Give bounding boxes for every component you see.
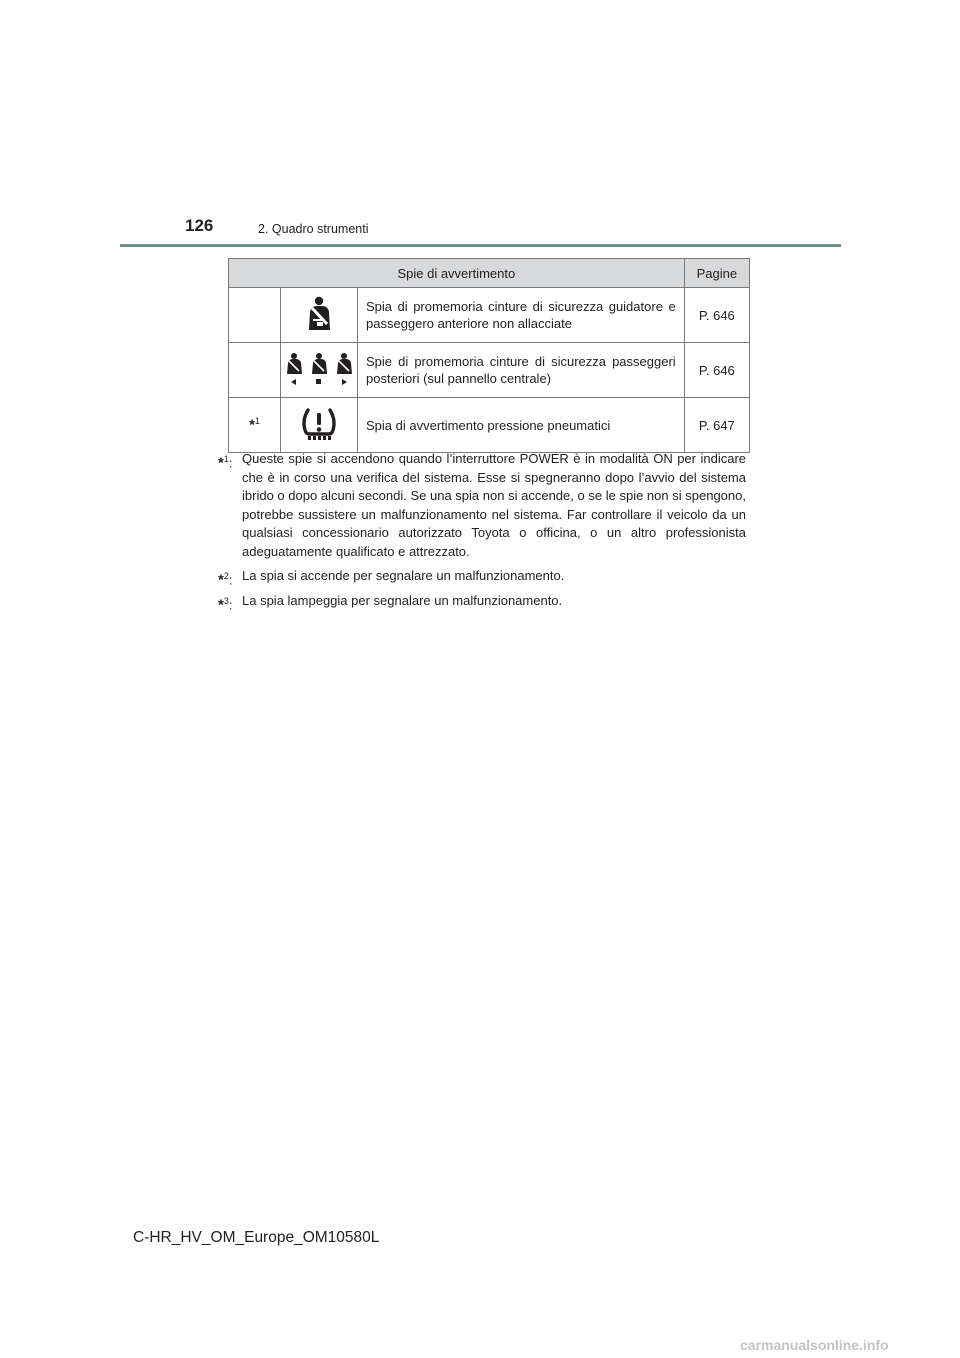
tire-pressure-warning-icon bbox=[299, 430, 339, 445]
watermark: carmanualsonline.info bbox=[740, 1337, 889, 1353]
section-title: 2. Quadro strumenti bbox=[258, 222, 369, 236]
row-description: Spie di promemoria cinture di sicurezza passeggeri posteriori (sul pannello centrale) bbox=[358, 343, 685, 398]
footnotes bbox=[218, 450, 746, 616]
seatbelt-reminder-icon bbox=[302, 320, 336, 335]
row-marker bbox=[229, 288, 281, 343]
footnote-text: La spia lampeggia per segnalare un malfunzionamento. bbox=[242, 592, 563, 608]
footnote-text: La spia si accende per segnalare un malfunzionamento. bbox=[242, 568, 565, 583]
page-number: 126 bbox=[185, 216, 214, 235]
col-pages: Pagine bbox=[684, 259, 749, 288]
table-row bbox=[229, 398, 750, 453]
row-page: P. 646 bbox=[684, 288, 749, 343]
row-description: Spia di avvertimento pressione pneumatici bbox=[358, 398, 685, 453]
col-warning-lights: Spie di avvertimento bbox=[229, 259, 685, 288]
rear-seatbelt-reminder-icon bbox=[282, 374, 356, 389]
table-header-row bbox=[229, 259, 750, 288]
row-marker bbox=[229, 343, 281, 398]
table-row bbox=[229, 288, 750, 343]
row-description: Spia di promemoria cinture di sicurezza guidatore e passeggero anteriore non allacciate bbox=[358, 288, 685, 343]
row-page: P. 647 bbox=[684, 398, 749, 453]
row-page: P. 646 bbox=[684, 343, 749, 398]
header-rule bbox=[120, 244, 841, 247]
warning-lights-table bbox=[228, 258, 750, 453]
table-row bbox=[229, 343, 750, 398]
footnote-text: Queste spie si accendono quando l’interruttore POWER è in modalità ON per indicare che è in corso una verifica del sistema. Esse si spegneranno dopo l’avvio del sistema ibrido o dopo alcuni secondi. Se una spia non si accende, o se le spie non si spengono, potrebbe sussistere un malfunzionamento nel sistema. Far controllare il veicolo da un qualsiasi concessionario autorizzato Toyota o officina, o un altro professionista adeguatamente qualificato e attrezzato. bbox=[242, 451, 746, 559]
footnote-2: *$^2$: La spia si accende per segnalare un malfunzionamento. bbox=[218, 568, 565, 589]
footnote-3: *$^3$: La spia lampeggia per segnalare un malfunzionamento. bbox=[218, 592, 563, 613]
footnote-1: *$^1$: Queste spie si accendono quando l’interruttore POWER è in modalità ON per indicare che è in corso una verifica del sistema. Esse si spegneranno dopo l’avvio del sistema ibrido o dopo alcuni secondi. Se una spia non si accende, o se le spie non si spengono, potrebbe sussistere un malfunzionamento nel sistema. Far controllare il veicolo da un qualsiasi concessionario autorizzato Toyota o officina, o un altro professionista adeguatamente qualificato e attrezzato. bbox=[218, 451, 746, 559]
document-code: C-HR_HV_OM_Europe_OM10580L bbox=[133, 1229, 380, 1246]
row-marker: *$^1$ bbox=[229, 398, 281, 453]
